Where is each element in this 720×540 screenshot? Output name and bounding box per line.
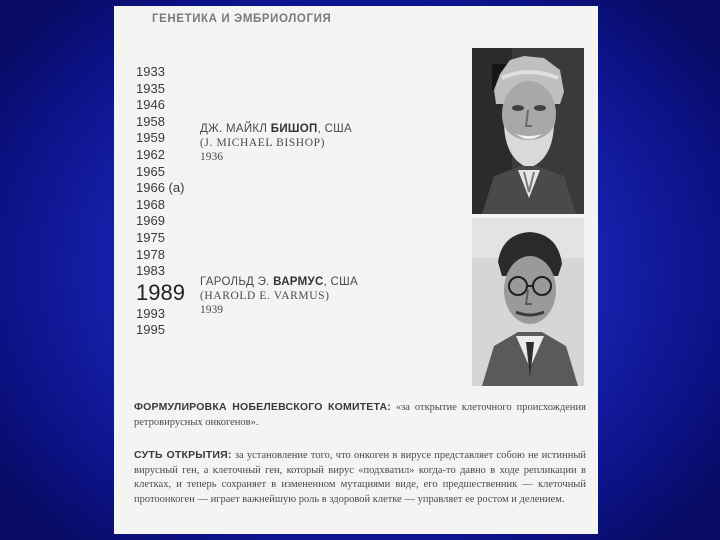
surname: ВАРМУС	[273, 276, 324, 288]
laureate-bishop	[200, 123, 352, 163]
year-item: 1989	[136, 279, 185, 305]
year-item: 1959	[136, 130, 165, 146]
name-prefix: ГАРОЛЬД Э.	[200, 276, 274, 288]
year-item: 1978	[136, 246, 165, 262]
section-header: ГЕНЕТИКА И ЭМБРИОЛОГИЯ	[152, 13, 332, 25]
year-item: 1969	[136, 213, 165, 229]
portrait-bearded-man-icon	[472, 48, 584, 214]
latin-name: (J. MICHAEL BISHOP)	[200, 137, 326, 149]
birth-year: 1936	[200, 151, 223, 163]
country: , США	[323, 276, 358, 288]
varmus-photo	[472, 218, 584, 386]
latin-name: (HAROLD E. VARMUS)	[200, 290, 330, 302]
year-item: 1968	[136, 196, 165, 212]
committee-heading: ФОРМУЛИРОВКА НОБЕЛЕВСКОГО КОМИТЕТА:	[134, 401, 391, 413]
year-item: 1993	[136, 305, 165, 321]
birth-year: 1939	[200, 304, 223, 316]
year-item: 1935	[136, 80, 165, 96]
laureate-name	[200, 123, 352, 135]
year-item: 1933	[136, 64, 165, 79]
surname: БИШОП	[270, 123, 318, 135]
laureate-varmus	[200, 276, 358, 316]
essence-body: за установление того, что онкоген в вирусе представляет собою не истинный вирусный ген, а клеточный ген, который вирус «подхватил» когда-то давно в ходе репликации в клетках, и теперь сохраняет в измененном мутациями виде, его предшественник — клеточный протоонкоген — играет важнейшую роль в здоровой клетке — управляет ее ростом и делением.	[134, 450, 586, 505]
year-item: 1965	[136, 163, 165, 179]
year-item: 1962	[136, 146, 165, 162]
bishop-photo	[472, 48, 584, 214]
year-item: 1966 (а)	[136, 180, 185, 196]
year-item: 1983	[136, 263, 165, 279]
year-item: 1946	[136, 97, 165, 113]
name-prefix: ДЖ. МАЙКЛ	[200, 123, 271, 135]
laureate-name	[200, 276, 358, 288]
year-list	[136, 64, 206, 339]
year-item: 1958	[136, 113, 165, 129]
committee-body: «за открытие клеточного происхождения ретровирусных онкогенов».	[134, 402, 587, 428]
book-page	[114, 6, 598, 534]
year-item: 1975	[136, 229, 165, 245]
nobel-committee-statement	[134, 400, 586, 430]
country: , США	[317, 123, 352, 135]
discovery-essence	[134, 448, 586, 507]
year-item: 1995	[136, 322, 165, 338]
portrait-man-with-glasses-icon	[472, 218, 584, 386]
essence-heading: СУТЬ ОТКРЫТИЯ:	[134, 449, 232, 461]
